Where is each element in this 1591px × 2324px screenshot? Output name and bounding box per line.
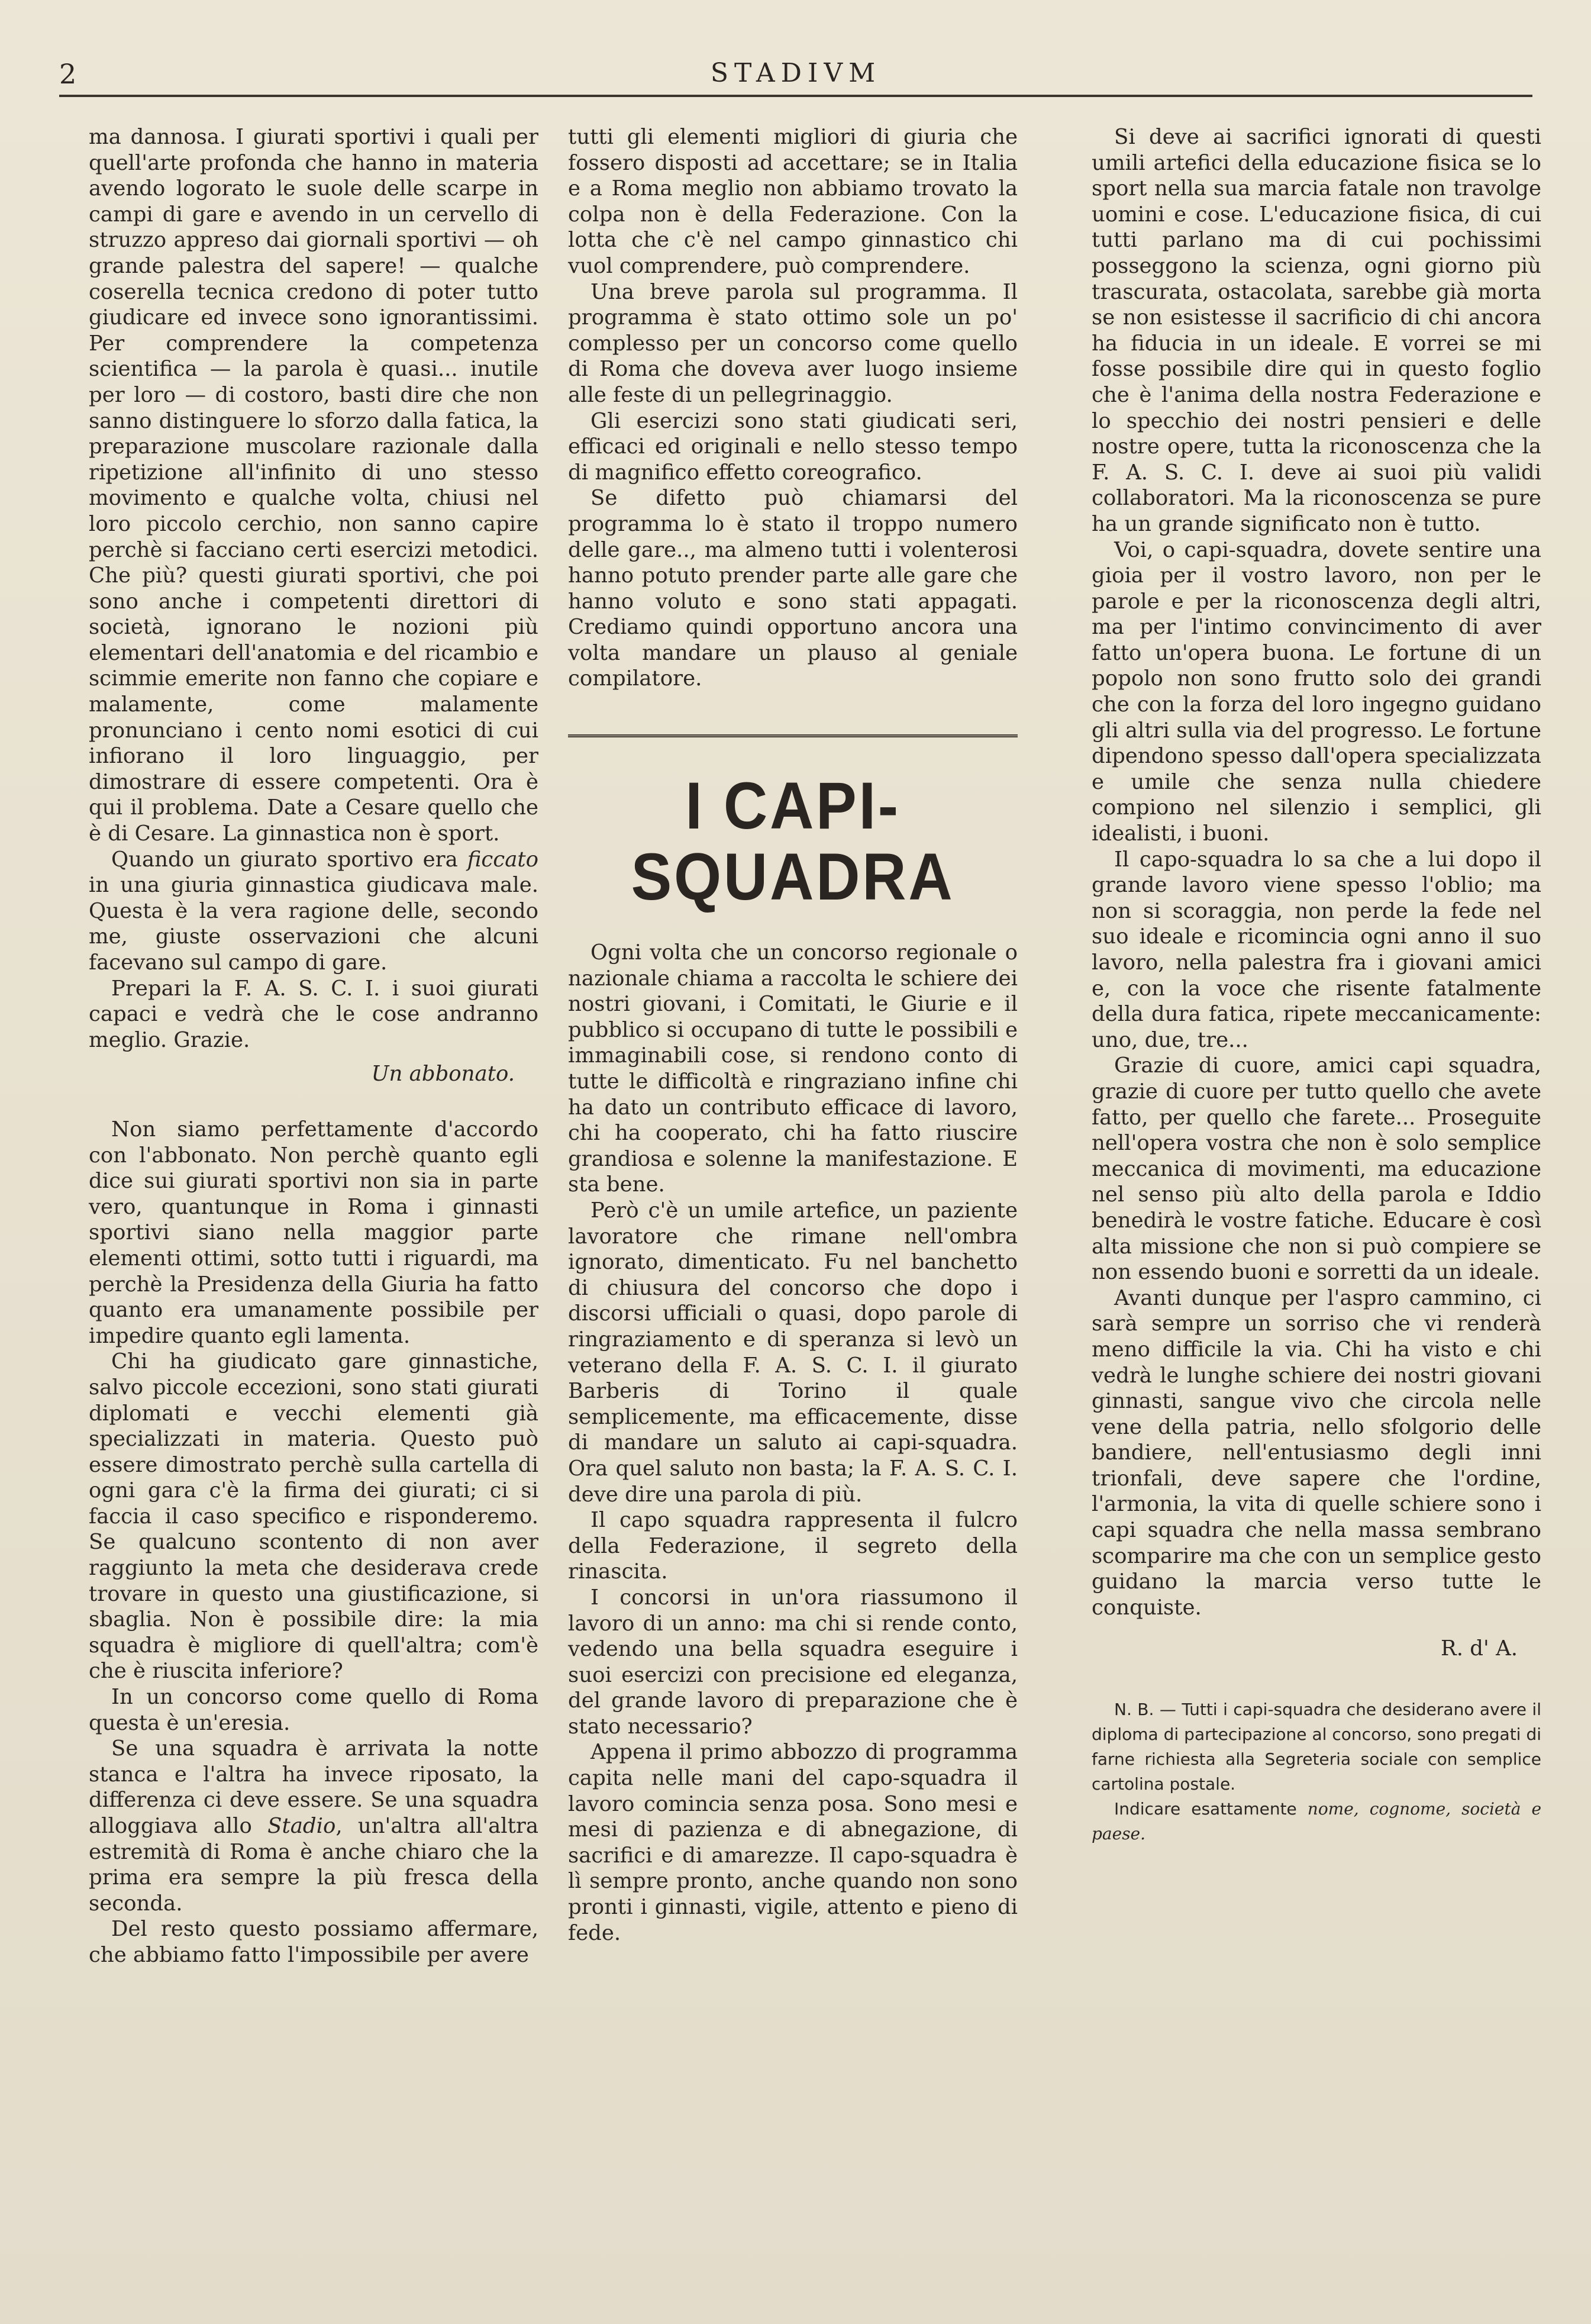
page-number: 2 xyxy=(59,58,77,90)
column-1 xyxy=(89,124,538,1968)
column-3 xyxy=(1092,124,1541,1846)
text-run: Quando un giurato sportivo era xyxy=(111,847,467,872)
letter-signature: Un abbonato. xyxy=(371,1062,515,1087)
nota-bene: N. B. — Tutti i capi-squadra che desiderano avere il diploma di partecipazione al concorso, sono pregati di farne richiesta alla Segreteria sociale con semplice cartolina postale. xyxy=(1092,1700,1541,1794)
paragraph: Del resto questo possiamo affermare, che abbiamo fatto l'impossibile per avere xyxy=(89,1917,538,1967)
masthead: STADIVM xyxy=(710,58,882,88)
paragraph: Appena il primo abbozzo di programma capita nelle mani del capo-squadra il lavoro comincia senza posa. Sono mesi e mesi di pazienza e di abnegazione, di sacrifici e di amarezze. Il capo-squadra è lì sempre pronto, anche quando non sono pronti i ginnasti, vigile, attento e pieno di fede. xyxy=(568,1740,1018,1945)
paragraph: Ogni volta che un concorso regionale o nazionale chiama a raccolta le schiere dei nostri giovani, i Comitati, le Giurie e il pubblico si occupano di tutte le possibili e immaginabili cose, si rendono conto di tutte le difficoltà e ringraziano infine chi ha dato un contributo efficace di lavoro, chi ha cooperato, chi ha fatto riuscire grandiosa e solenne la manifestazione. E sta bene. xyxy=(568,940,1018,1197)
text-run: Indicare esattamente xyxy=(1114,1799,1308,1819)
paragraph: In un concorso come quello di Roma questa è un'eresia. xyxy=(89,1685,538,1735)
column-2 xyxy=(568,124,1018,1946)
italic-word: Stadio xyxy=(267,1814,336,1838)
paragraph: Però c'è un umile artefice, un paziente lavoratore che rimane nell'ombra ignorato, dimenticato. Fu nel banchetto di chiusura del concorso che dopo i discorsi ufficiali o quasi, dopo parole di ringraziamento e di speranza si levò un veterano della F. A. S. C. I. il giurato Barberis di Torino il quale semplicemente, ma efficacemente, disse di mandare un saluto ai capi-squadra. Ora quel saluto non basta; la F. A. S. C. I. deve dire una parola di più. xyxy=(568,1198,1018,1507)
paragraph: Prepari la F. A. S. C. I. i suoi giurati capaci e vedrà che le cose andranno meglio. Grazie. xyxy=(89,976,538,1052)
paragraph: Grazie di cuore, amici capi squadra, grazie di cuore per tutto quello che avete fatto, per quello che farete... Proseguite nell'opera vostra che non è solo semplice meccanica di movimenti, ma educazione nel senso più alto della parola e Iddio benedirà le vostre fatiche. Educare è così alta missione che non si può compiere se non essendo buoni e sorretti da un ideale. xyxy=(1092,1053,1541,1285)
article-title: I CAPI-SQUADRA xyxy=(631,769,955,914)
paragraph: Una breve parola sul programma. Il programma è stato ottimo sole un po' complesso per un concorso come quello di Roma che doveva aver luogo insieme alle feste di un pellegrinaggio. xyxy=(568,279,1018,407)
paragraph: Non siamo perfettamente d'accordo con l'abbonato. Non perchè quanto egli dice sui giurati sportivi non sia in parte vero, quantunque in Roma i ginnasti sportivi siano nella maggior parte elementi ottimi, sotto tutti i riguardi, ma perchè la Presidenza della Giuria ha fatto quanto era umanamente possibile per impedire quanto egli lamenta. xyxy=(89,1117,538,1348)
paragraph: ma dannosa. I giurati sportivi i quali per quell'arte profonda che hanno in materia avendo logorato le suole delle scarpe in campi di gare e avendo in un cervello di struzzo appreso dai giornali sportivi — oh grande palestra del sapere! — qualche coserella tecnica credono di poter tutto giudicare ed invece sono ignorantissimi. Per comprendere la competenza scientifica — la parola è quasi... inutile per loro — di costoro, basti dire che non sanno distinguere lo sforzo dalla fatica, la preparazione muscolare razionale dalla ripetizione all'infinito di uno stesso movimento e qualche volta, chiusi nel loro piccolo cerchio, non sanno capire perchè si facciano certi esercizi metodici. Che più? questi giurati sportivi, che poi sono anche i competenti direttori di società, ignorano le nozioni più elementari dell'anatomia e del ricambio e scimmie emerite non fanno che copiare e malamente, come malamente pronunciano i cento nomi esotici di cui infiorano il loro linguaggio, per dimostrare di essere competenti. Ora è qui il problema. Date a Cesare quello che è di Cesare. La ginnastica non è sport. xyxy=(89,125,538,846)
page-header xyxy=(59,53,1532,97)
paragraph: Il capo squadra rappresenta il fulcro della Federazione, il segreto della rinascita. xyxy=(568,1508,1018,1584)
paragraph: Il capo-squadra lo sa che a lui dopo il grande lavoro viene spesso l'oblio; ma non si scoraggia, non perde la fede nel suo ideale e ricomincia ogni anno il suo lavoro, nella palestra fra i giovani amici e, con la voce che risente fatalmente della dura fatica, ripete meccanicamente: uno, due, tre... xyxy=(1092,847,1541,1052)
paragraph: Gli esercizi sono stati giudicati seri, efficaci ed originali e nello stesso tempo di magnifico effetto coreografico. xyxy=(568,408,1018,485)
paragraph xyxy=(89,1736,538,1916)
paragraph: Se difetto può chiamarsi del programma lo è stato il troppo numero delle gare.., ma almeno tutti i volenterosi hanno potuto prender parte alle gare che hanno voluto e sono stati appagati. Crediamo quindi opportuno ancora una volta mandare un plauso al geniale compilatore. xyxy=(568,486,1018,691)
paragraph: Voi, o capi-squadra, dovete sentire una gioia per il vostro lavoro, non per le parole e per la riconoscenza degli altri, ma per l'intimo convincimento di aver fatto un'opera buona. Le fortune di un popolo non sono frutto solo dei grandi che con la forza del loro ingegno guidano gli altri sulla via del progresso. Le fortune dipendono spesso dall'opera specializzata e umile che senza nulla chiedere compiono nel silenzio i semplici, gli idealisti, i buoni. xyxy=(1092,537,1541,846)
article-signature: R. d' A. xyxy=(1441,1636,1518,1661)
paragraph xyxy=(89,847,538,976)
paragraph: tutti gli elementi migliori di giuria che fossero disposti ad accettare; se in Italia e a Roma meglio non abbiamo trovato la colpa non è della Federazione. Con la lotta che c'è nel campo ginnastico chi vuol comprendere, può comprendere. xyxy=(568,125,1018,278)
text-run: in una giuria ginnastica giudicava male. Questa è la vera ragione delle, secondo me, giuste osservazioni che alcuni facevano sul campo di gare. xyxy=(89,873,538,975)
text-run: , un'altra all'altra estremità di Roma è anche chiaro che la prima era sempre la più fresca della seconda. xyxy=(89,1814,539,1916)
nota-bene-instructions xyxy=(1092,1797,1541,1846)
italic-words: nome, cognome, società e paese. xyxy=(1092,1799,1542,1844)
paragraph: I concorsi in un'ora riassumono il lavoro di un anno: ma chi si rende conto, vedendo una bella squadra eseguire i suoi esercizi con precisione ed eleganza, del grande lavoro di preparazione che è stato necessario? xyxy=(568,1585,1018,1739)
paragraph: Si deve ai sacrifici ignorati di questi umili artefici della educazione fisica se lo sport nella sua marcia fatale non travolge uomini e cose. L'educazione fisica, di cui tutti parlano ma di cui pochissimi posseggono la scienza, ogni giorno più trascurata, ostacolata, sarebbe già morta se non esistesse il sacrificio di chi ancora ha fiducia in un ideale. E vorrei se mi fosse possibile dire qui in questo foglio che è l'anima della nostra Federazione e lo specchio dei nostri pensieri e delle nostre opere, tutta la riconoscenza che la F. A. S. C. I. deve ai suoi più validi collaboratori. Ma la riconoscenza se pure ha un grande significato non è tutto. xyxy=(1092,125,1541,536)
section-divider xyxy=(568,734,1018,737)
paragraph: Avanti dunque per l'aspro cammino, ci sarà sempre un sorriso che vi renderà meno difficile la via. Chi ha visto e chi vedrà le lunghe schiere dei nostri giovani ginnasti, sangue vivo che circola nelle vene della patria, nello sfolgorio delle bandiere, nell'entusiasmo degli inni trionfali, deve sapere che l'ordine, l'armonia, la vita di quelle schiere sono i capi squadra che nella massa sembrano scomparire ma che con un semplice gesto guidano la marcia verso tutte le conquiste. xyxy=(1092,1285,1541,1620)
italic-word: ficcato xyxy=(467,847,538,872)
text-run: Se una squadra è arrivata la notte stanca e l'altra ha invece riposato, la differenza ci deve essere. Se una squadra alloggiava allo xyxy=(89,1736,538,1838)
paragraph: Chi ha giudicato gare ginnastiche, salvo piccole eccezioni, sono stati giurati diplomati e vecchi elementi già specializzati in materia. Questo può essere dimostrato perchè sulla cartella di ogni gara c'è la firma dei giurati; ci si faccia il caso specifico e risponderemo. Se qualcuno scontento di non aver raggiunto la meta che desiderava crede trovare in questo una giustificazione, si sbaglia. Non è possibile dire: la mia squadra è migliore di quell'altra; com'è che è riuscita inferiore? xyxy=(89,1349,538,1684)
